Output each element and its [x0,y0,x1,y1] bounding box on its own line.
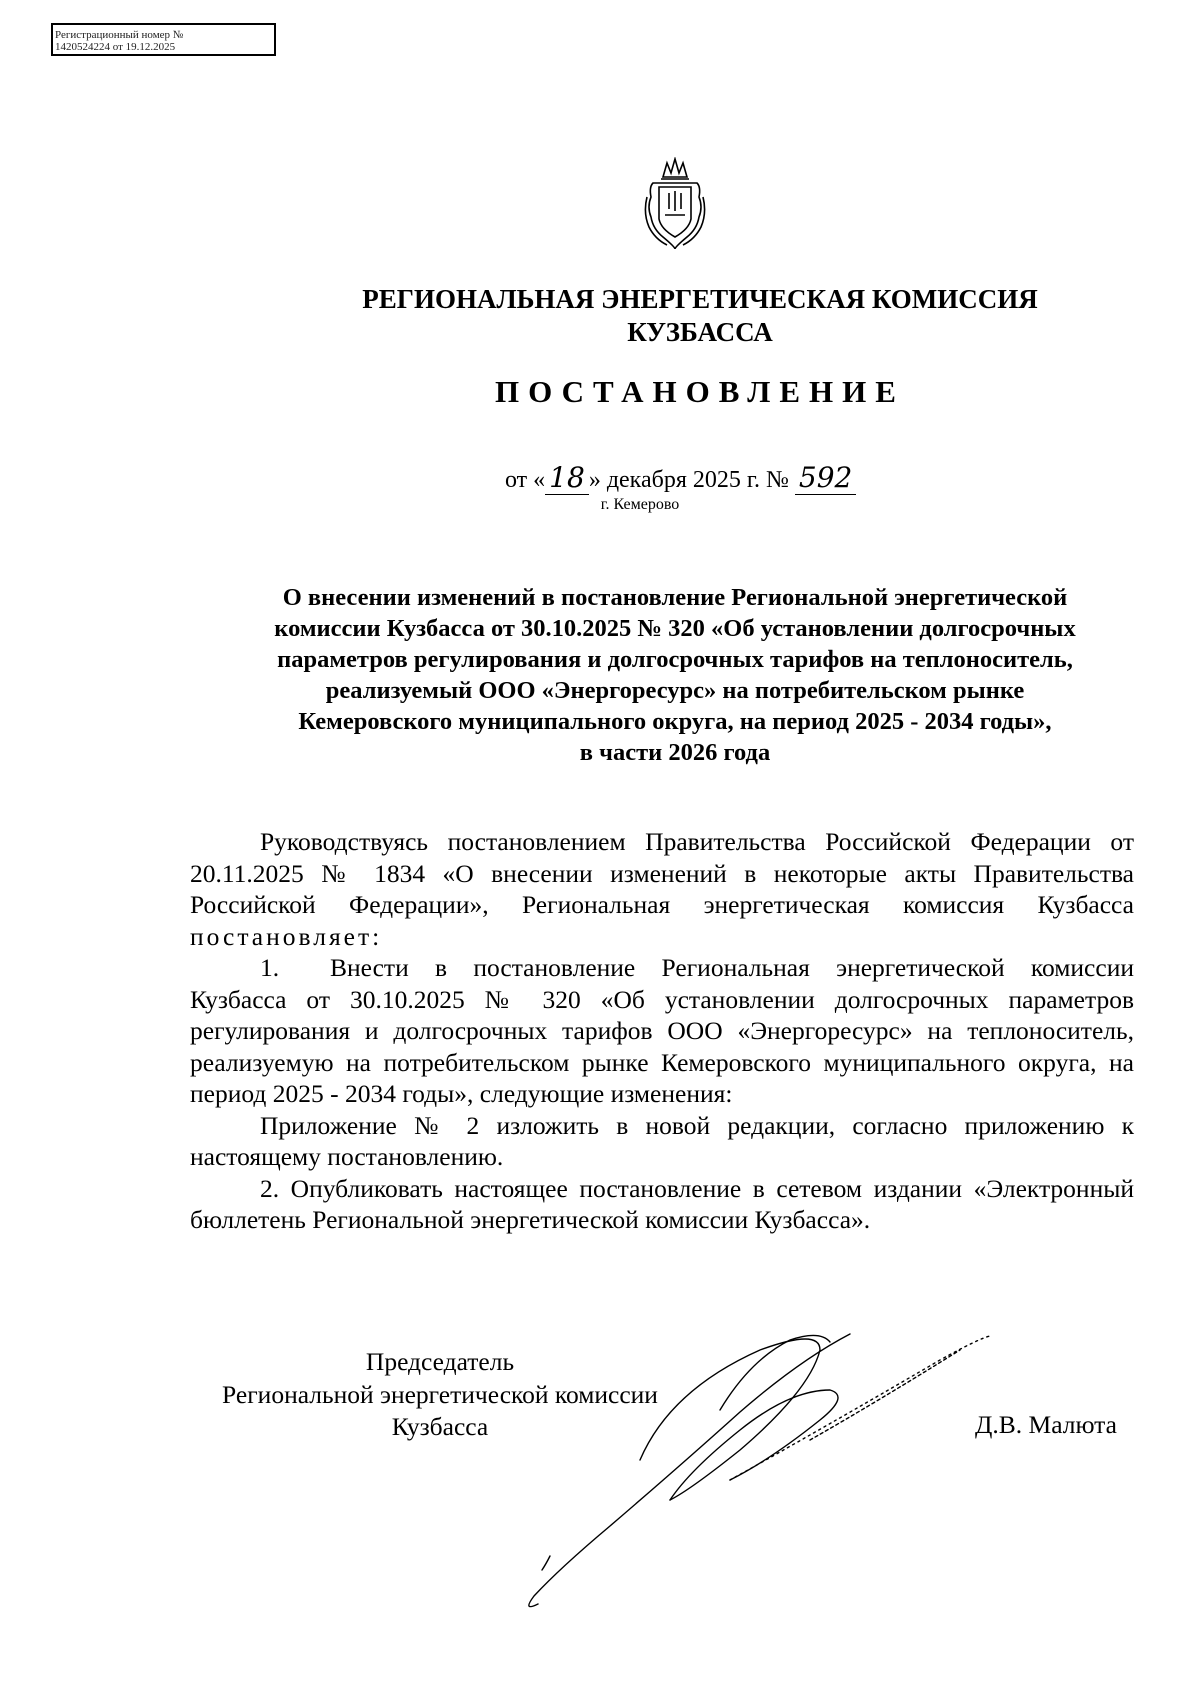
date-day: 18 [545,461,589,495]
date-month-year: » декабря 2025 г. № [588,467,795,493]
handwritten-signature [520,1320,1040,1620]
document-type: ПОСТАНОВЛЕНИЕ [495,374,905,409]
org-title-line1: РЕГИОНАЛЬНАЯ ЭНЕРГЕТИЧЕСКАЯ КОМИССИЯ [362,284,1038,314]
city: г. Кемерово [600,496,680,513]
document-number: 592 [795,461,856,495]
registration-stamp [51,23,276,56]
subject-line: О внесении изменений в постановление Региональной энергетической [282,584,1068,611]
preamble-paragraph: Руководствуясь постановлением Правительства Российской Федерации от 20.11.2025 № 1834 «О внесении изменений в некоторые акты Правительства Российской Федерации», Региональная энергетическая комиссия Кузбасса постановляет: [190,827,1134,951]
item-1-sub: Приложение № 2 изложить в новой редакции, согласно приложению к настоящему постановлению. [190,1110,1134,1171]
signatory-title-line3: Кузбасса [391,1412,489,1441]
resolves-verb: постановляет: [190,921,383,951]
item-1 [190,952,1134,1110]
registration-label: Регистрационный номер № [55,29,184,41]
subject-line: параметров регулирования и долгосрочных тарифов на теплоноситель, [277,646,1073,673]
date-line [505,461,856,494]
signatory-title-line1: Председатель [365,1347,515,1376]
subject-line: реализуемый ООО «Энергоресурс» на потребительском рынке [325,677,1025,704]
signatory-title-line2: Региональной энергетической комиссии [222,1379,658,1409]
registration-number: 1420524224 от 19.12.2025 [55,41,176,53]
document-body [190,826,1134,1236]
signatory-name: Д.В. Малюта [975,1410,1117,1439]
coat-of-arms-icon [643,157,707,253]
document-subject [190,582,1160,768]
item-2: 2. Опубликовать настоящее постановление в сетевом издании «Электронный бюллетень Региональной энергетической комиссии Кузбасса». [190,1173,1134,1234]
subject-line: Кемеровского муниципального округа, на период 2025 - 2034 годы», [298,708,1052,735]
subject-line: в части 2026 года [579,739,771,766]
date-prefix: от « [505,467,546,493]
subject-line: комиссии Кузбасса от 30.10.2025 № 320 «Об установлении долгосрочных [274,615,1076,642]
item-1-text: Внести в постановление Региональная энергетической комиссии Кузбасса от 30.10.2025 № 320 «Об установлении долгосрочных параметров регулирования и долгосрочных тарифов ООО «Энергоресурс» на теплоноситель, реализуемую на потребительском рынке Кемеровского муниципального округа, на период 2025 - 2034 годы», следующие изменения: [190,953,1134,1108]
item-1-number: 1. [260,953,280,982]
org-title-line2: КУЗБАССА [627,317,773,347]
